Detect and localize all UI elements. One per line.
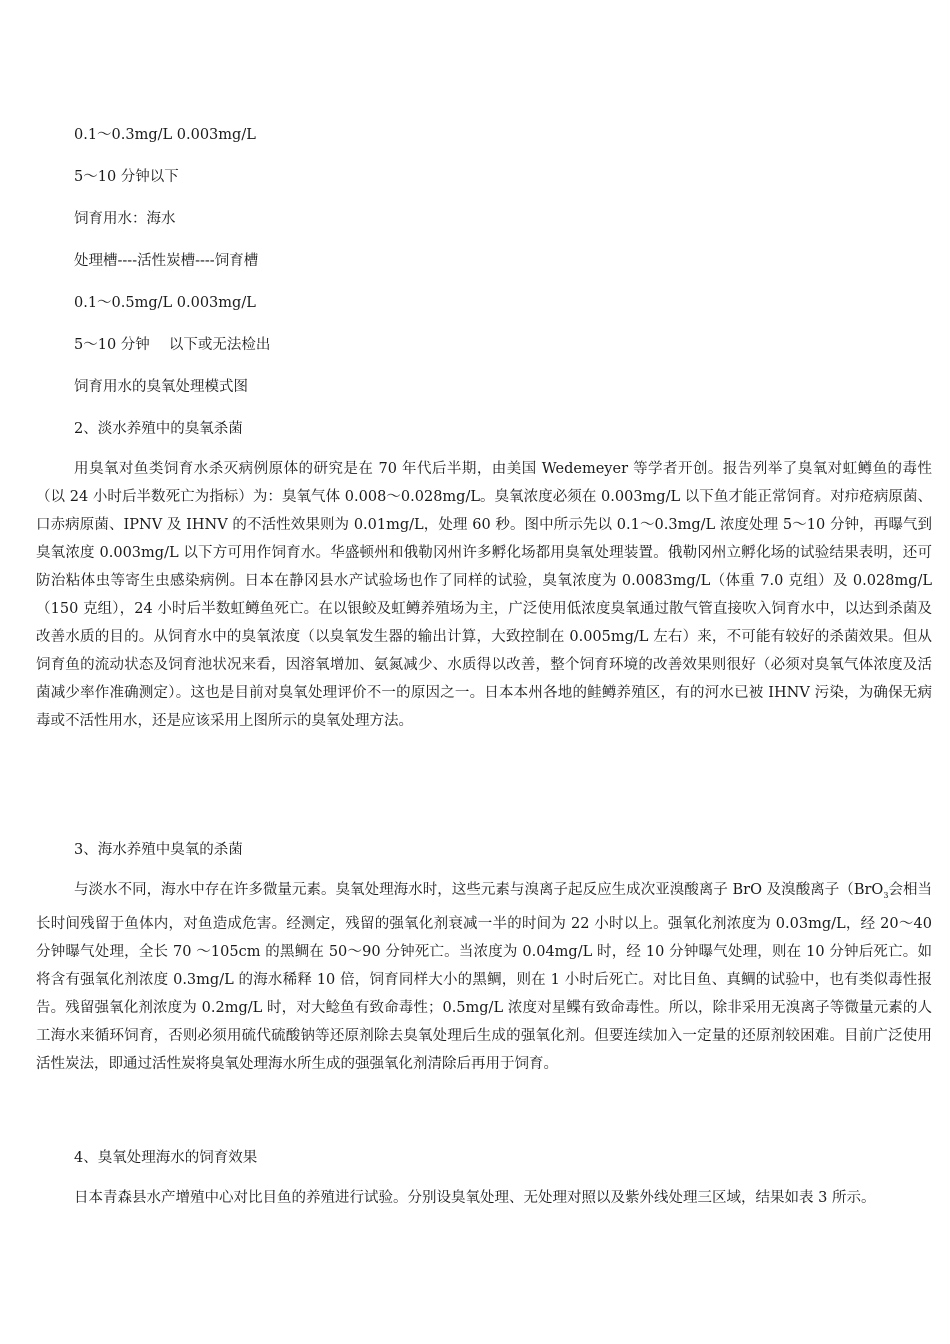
section-heading-3: 3、海水养殖中臭氧的杀菌 <box>74 842 243 858</box>
process-flow-line: 处理槽----活性炭槽----饲育槽 <box>74 253 259 269</box>
paragraph-seawater-part-2: 会相当长时间残留于鱼体内，对鱼造成危害。经测定，残留的强氧化剂衰减一半的时间为 22 小时以上。强氧化剂浓度为 0.03mg/L，经 20～40 分钟曝气处理，全长 70 ～105cm 的黑鲷在 50～90 分钟死亡。当浓度为 0.04mg/L 时，经 10 分钟曝气处理，则在 10 分钟后死亡。如将含有强氧化剂浓度 0.3mg/L 的海水稀释 10 倍，饲育同样大小的黑鲷，则在 1 小时后死亡。对比目鱼、真鲷的试验中，也有类似毒性报告。残留强氧化剂浓度为 0.2mg/L 时，对大鲶鱼有致命毒性；0.5mg/L 浓度对星鲽有致命毒性。所以，除非采用无溴离子等微量元素的人工海水来循环饲育，否则必须用硫代硫酸钠等还原剂除去臭氧处理后生成的强氧化剂。但要连续加入一定量的还原剂较困难。目前广泛使用活性炭法，即通过活性炭将臭氧处理海水所生成的强强氧化剂清除后再用于饲育。 <box>36 882 932 1072</box>
water-type-line: 饲育用水：海水 <box>74 211 176 227</box>
section-heading-4: 4、臭氧处理海水的饲育效果 <box>74 1150 258 1166</box>
section-heading-2: 2、淡水养殖中的臭氧杀菌 <box>74 421 243 437</box>
paragraph-seawater-part-1: 与淡水不同，海水中存在许多微量元素。臭氧处理海水时，这些元素与溴离子起反应生成次亚溴酸离子 BrO 及溴酸离子（BrO <box>74 882 884 898</box>
figure-caption: 饲育用水的臭氧处理模式图 <box>74 379 248 395</box>
ozone-concentration-line-2: 0.1～0.5mg/L 0.003mg/L <box>74 295 256 311</box>
paragraph-freshwater: 用臭氧对鱼类饲育水杀灭病例原体的研究是在 70 年代后半期，由美国 Wedemeyer 等学者开创。报告列举了臭氧对虹鳟鱼的毒性（以 24 小时后半数死亡为指标）为：臭氧气体 0.008～0.028mg/L。臭氧浓度必须在 0.003mg/L 以下鱼才能正常饲育。对疖疮病原菌、口赤病原菌、IPNV 及 IHNV 的不活性效果则为 0.01mg/L，处理 60 秒。图中所示先以 0.1～0.3mg/L 浓度处理 5～10 分钟，再曝气到臭氧浓度 0.003mg/L 以下方可用作饲育水。华盛顿州和俄勒冈州许多孵化场都用臭氧处理装置。俄勒冈州立孵化场的试验结果表明，还可防治粘体虫等寄生虫感染病例。日本在静冈县水产试验场也作了同样的试验，臭氧浓度为 0.0083mg/L（体重 7.0 克组）及 0.028mg/L（150 克组），24 小时后半数虹鳟鱼死亡。在以银鲛及虹鳟养殖场为主，广泛使用低浓度臭氧通过散气管直接吹入饲育水中，以达到杀菌及改善水质的目的。从饲育水中的臭氧浓度（以臭氧发生器的输出计算，大致控制在 0.005mg/L 左右）来，不可能有较好的杀菌效果。但从饲育鱼的流动状态及饲育池状况来看，因溶氧增加、氨氮减少、水质得以改善，整个饲育环境的改善效果则很好（必须对臭氧气体浓度及活菌减少率作准确测定）。这也是目前对臭氧处理评价不一的原因之一。日本本州各地的鲑鳟养殖区，有的河水已被 IHNV 污染，为确保无病毒或不活性用水，还是应该采用上图所示的臭氧处理方法。 <box>36 461 932 729</box>
ozone-concentration-line-1: 0.1～0.3mg/L 0.003mg/L <box>74 127 256 143</box>
paragraph-seawater <box>36 876 932 1078</box>
paragraph-results: 日本青森县水产增殖中心对比目鱼的养殖进行试验。分别设臭氧处理、无处理对照以及紫外线处理三区域，结果如表 3 所示。 <box>74 1190 876 1206</box>
time-line-1: 5～10 分钟以下 <box>74 169 179 185</box>
time-line-2: 5～10 分钟 以下或无法检出 <box>74 337 271 353</box>
subscript-3: 3 <box>883 891 889 900</box>
